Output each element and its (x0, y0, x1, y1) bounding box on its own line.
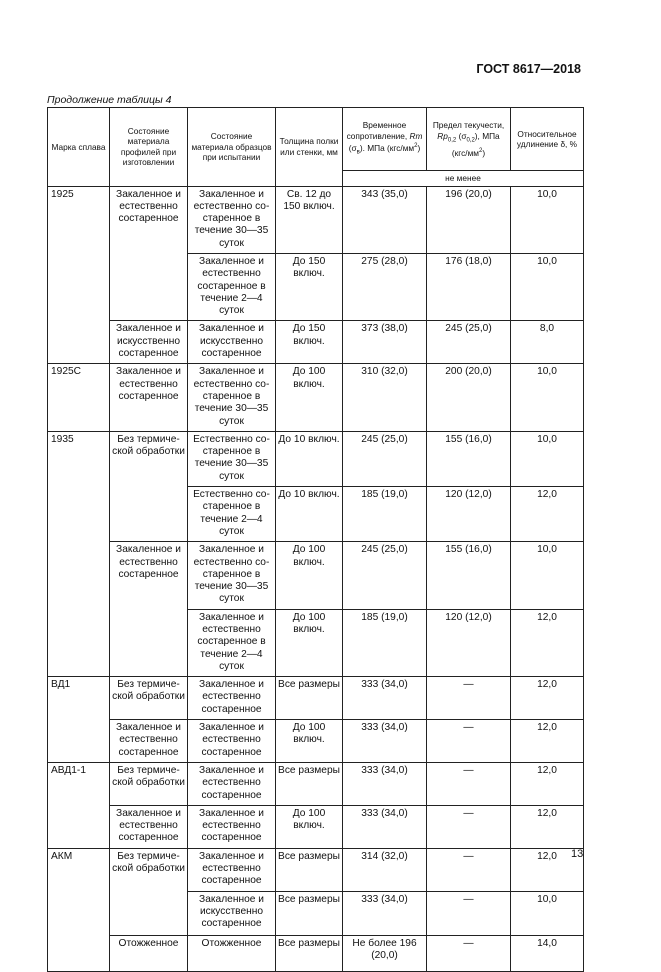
table-row (48, 364, 584, 431)
sample-state-cell: Закаленное и естественно состаренное в течение 30—35 суток (188, 364, 276, 431)
thickness-cell: До 10 включ. (276, 487, 343, 542)
yield-strength-cell: — (427, 677, 511, 720)
thickness-cell: До 100 включ. (276, 542, 343, 609)
sample-state-cell: Закаленное и естественно состаренное в течение 30—35 суток (188, 186, 276, 253)
elongation-cell: 12,0 (511, 762, 584, 805)
table-row (48, 321, 584, 364)
profile-state-cell: Без термической обработки (110, 677, 188, 720)
thickness-cell: До 100 включ. (276, 609, 343, 676)
sample-state-cell: Закаленное и естественно состаренное (188, 762, 276, 805)
profile-state-cell: Без термической обработки (110, 431, 188, 541)
sample-state-cell: Отожженное (188, 935, 276, 971)
profile-state-cell: Закаленное и естественно состаренное (110, 186, 188, 321)
table-row (48, 720, 584, 763)
table-row (48, 935, 584, 971)
table-row (48, 848, 584, 891)
table-row (48, 186, 584, 253)
profile-state-cell: Без термической обработки (110, 848, 188, 935)
elongation-cell: 14,0 (511, 935, 584, 971)
header-elongation: Относительное удлинение δ, % (511, 108, 584, 171)
profile-state-cell: Закаленное и искусственно состаренное (110, 321, 188, 364)
thickness-cell: Все размеры (276, 762, 343, 805)
sample-state-cell: Закаленное и искусственно состаренное (188, 891, 276, 935)
elongation-cell: 12,0 (511, 487, 584, 542)
profile-state-cell: Без термической обработки (110, 762, 188, 805)
thickness-cell: До 100 включ. (276, 720, 343, 763)
yield-strength-cell: 196 (20,0) (427, 186, 511, 253)
header-alloy: Марка сплава (48, 108, 110, 187)
sample-state-cell: Естественно состаренное в течение 2—4 суток (188, 487, 276, 542)
tensile-strength-cell: 245 (25,0) (343, 431, 427, 486)
yield-strength-cell: 176 (18,0) (427, 253, 511, 320)
alloy-cell: 1935 (48, 431, 110, 676)
tensile-strength-cell: Не более 196 (20,0) (343, 935, 427, 971)
yield-strength-cell: 245 (25,0) (427, 321, 511, 364)
tensile-strength-cell: 333 (34,0) (343, 891, 427, 935)
tensile-strength-cell: 185 (19,0) (343, 487, 427, 542)
tensile-strength-cell: 185 (19,0) (343, 609, 427, 676)
thickness-cell: До 100 включ. (276, 364, 343, 431)
elongation-cell: 10,0 (511, 542, 584, 609)
yield-strength-cell: — (427, 848, 511, 891)
tensile-strength-cell: 333 (34,0) (343, 762, 427, 805)
document-code: ГОСТ 8617—2018 (476, 62, 581, 76)
table-row (48, 805, 584, 848)
elongation-cell: 12,0 (511, 720, 584, 763)
table-row (48, 677, 584, 720)
profile-state-cell: Отожженное (110, 935, 188, 971)
tensile-strength-cell: 245 (25,0) (343, 542, 427, 609)
header-yield-strength: Предел текучести, $Rp_{0,2}$ $(\sigma_{0,2})$, МПа $(кгс/мм^2)$ (427, 108, 511, 171)
profile-state-cell: Закаленное и естественно состаренное (110, 542, 188, 677)
table-row (48, 431, 584, 486)
header-profile-state: Состояние материала профилей при изготовлении (110, 108, 188, 187)
alloy-cell: ВД1 (48, 677, 110, 763)
thickness-cell: Все размеры (276, 935, 343, 971)
tensile-strength-cell: 333 (34,0) (343, 720, 427, 763)
sample-state-cell: Закаленное и естественно состаренное в течение 2—4 суток (188, 609, 276, 676)
sample-state-cell: Естественно состаренное в течение 30—35 суток (188, 431, 276, 486)
elongation-cell: 12,0 (511, 805, 584, 848)
sample-state-cell: Закаленное и естественно состаренное в течение 30—35 суток (188, 542, 276, 609)
yield-strength-cell: 155 (16,0) (427, 542, 511, 609)
tensile-strength-cell: 333 (34,0) (343, 805, 427, 848)
header-sample-state: Состояние материала образцов при испытании (188, 108, 276, 187)
table-row (48, 762, 584, 805)
elongation-cell: 10,0 (511, 891, 584, 935)
sample-state-cell: Закаленное и естественно состаренное (188, 677, 276, 720)
page-number: 13 (571, 848, 584, 860)
elongation-cell: 12,0 (511, 848, 584, 891)
alloy-cell: АКМ (48, 848, 110, 971)
elongation-cell: 12,0 (511, 677, 584, 720)
elongation-cell: 10,0 (511, 431, 584, 486)
yield-strength-cell: — (427, 720, 511, 763)
yield-strength-cell: 200 (20,0) (427, 364, 511, 431)
thickness-cell: Все размеры (276, 677, 343, 720)
alloy-cell: 1925С (48, 364, 110, 431)
yield-strength-cell: — (427, 891, 511, 935)
elongation-cell: 8,0 (511, 321, 584, 364)
yield-strength-cell: — (427, 935, 511, 971)
tensile-strength-cell: 373 (38,0) (343, 321, 427, 364)
properties-table (47, 107, 584, 972)
alloy-cell: 1925 (48, 186, 110, 364)
thickness-cell: До 100 включ. (276, 805, 343, 848)
elongation-cell: 12,0 (511, 609, 584, 676)
header-min-note: не менее (343, 171, 584, 187)
header-thickness: Толщина полки или стенки, мм (276, 108, 343, 187)
sample-state-cell: Закаленное и естественно состаренное (188, 848, 276, 891)
table-caption: Продолжение таблицы 4 (47, 94, 172, 106)
thickness-cell: До 150 включ. (276, 253, 343, 320)
profile-state-cell: Закаленное и естественно состаренное (110, 805, 188, 848)
elongation-cell: 10,0 (511, 364, 584, 431)
tensile-strength-cell: 275 (28,0) (343, 253, 427, 320)
tensile-strength-cell: 314 (32,0) (343, 848, 427, 891)
tensile-strength-cell: 333 (34,0) (343, 677, 427, 720)
alloy-cell: АВД1-1 (48, 762, 110, 848)
table-row (48, 542, 584, 609)
yield-strength-cell: — (427, 805, 511, 848)
thickness-cell: Все размеры (276, 848, 343, 891)
yield-strength-cell: 120 (12,0) (427, 487, 511, 542)
thickness-cell: Все размеры (276, 891, 343, 935)
thickness-cell: До 150 включ. (276, 321, 343, 364)
tensile-strength-cell: 310 (32,0) (343, 364, 427, 431)
thickness-cell: Св. 12 до 150 включ. (276, 186, 343, 253)
sample-state-cell: Закаленное и естественно состаренное (188, 720, 276, 763)
header-tensile-strength: Временное сопротивление, Rm $(\sigma_в)$. МПа $(кгс/мм^2)$ (343, 108, 427, 171)
tensile-strength-cell: 343 (35,0) (343, 186, 427, 253)
elongation-cell: 10,0 (511, 253, 584, 320)
profile-state-cell: Закаленное и естественно состаренное (110, 720, 188, 763)
sample-state-cell: Закаленное и естественно состаренное в течение 2—4 суток (188, 253, 276, 320)
elongation-cell: 10,0 (511, 186, 584, 253)
sample-state-cell: Закаленное и искусственно состаренное (188, 321, 276, 364)
yield-strength-cell: — (427, 762, 511, 805)
yield-strength-cell: 155 (16,0) (427, 431, 511, 486)
yield-strength-cell: 120 (12,0) (427, 609, 511, 676)
sample-state-cell: Закаленное и естественно состаренное (188, 805, 276, 848)
thickness-cell: До 10 включ. (276, 431, 343, 486)
profile-state-cell: Закаленное и естественно состаренное (110, 364, 188, 431)
